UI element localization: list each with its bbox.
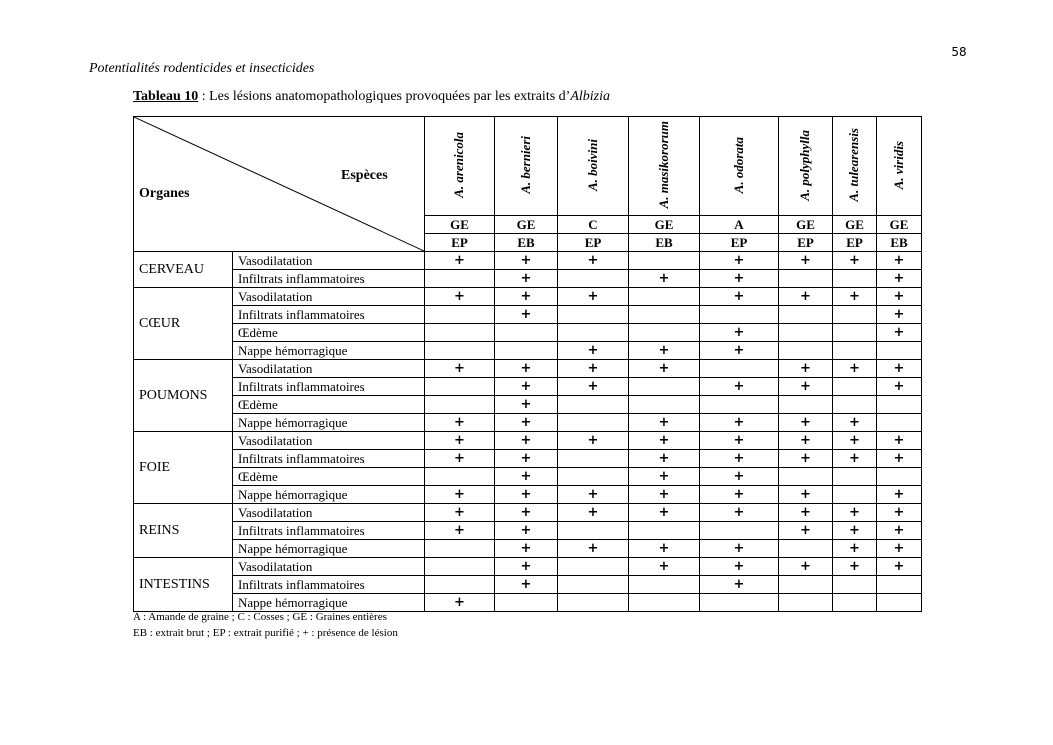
species-name: A. viridis [890, 140, 906, 190]
lesion-mark: + [779, 522, 833, 540]
lesion-mark: + [495, 396, 558, 414]
lesion-mark [700, 522, 779, 540]
species-header [833, 117, 877, 216]
part-code: GE [495, 216, 558, 234]
extract-code: EB [877, 234, 922, 252]
lesion-mark [425, 324, 495, 342]
lesion-name: Vasodilatation [233, 432, 425, 450]
species-header [629, 117, 700, 216]
lesion-mark: + [877, 360, 922, 378]
lesion-mark: + [558, 360, 629, 378]
lesion-mark: + [877, 270, 922, 288]
lesion-mark: + [495, 414, 558, 432]
lesion-mark: + [629, 342, 700, 360]
lesion-mark: + [833, 252, 877, 270]
lesion-mark [558, 396, 629, 414]
organ-name: REINS [134, 504, 233, 558]
lesion-mark: + [833, 360, 877, 378]
lesion-mark: + [700, 252, 779, 270]
lesion-mark: + [425, 432, 495, 450]
extract-code: EP [700, 234, 779, 252]
lesion-name: Vasodilatation [233, 360, 425, 378]
lesion-mark: + [495, 270, 558, 288]
lesion-mark: + [779, 414, 833, 432]
corner-diagonal [134, 117, 424, 251]
part-code: GE [833, 216, 877, 234]
species-header [700, 117, 779, 216]
lesion-mark: + [700, 324, 779, 342]
lesion-mark: + [495, 558, 558, 576]
table-row [134, 558, 922, 576]
species-header [877, 117, 922, 216]
lesion-mark: + [833, 414, 877, 432]
lesion-mark: + [779, 288, 833, 306]
lesion-mark: + [877, 522, 922, 540]
lesion-name: Nappe hémorragique [233, 414, 425, 432]
lesion-mark [425, 558, 495, 576]
lesion-mark: + [833, 450, 877, 468]
lesion-mark [495, 594, 558, 612]
lesion-mark: + [495, 378, 558, 396]
lesion-mark [877, 414, 922, 432]
lesion-mark [629, 576, 700, 594]
lesion-mark: + [629, 468, 700, 486]
organ-name: CŒUR [134, 288, 233, 360]
lesion-mark [425, 270, 495, 288]
lesion-mark: + [833, 558, 877, 576]
lesion-mark: + [700, 504, 779, 522]
lesion-name: Œdème [233, 468, 425, 486]
lesion-mark: + [495, 576, 558, 594]
species-header [495, 117, 558, 216]
lesion-mark [833, 342, 877, 360]
lesion-mark: + [558, 252, 629, 270]
table-row [134, 342, 922, 360]
table-row [134, 360, 922, 378]
lesion-mark: + [877, 288, 922, 306]
lesion-name: Vasodilatation [233, 504, 425, 522]
lesion-mark [833, 306, 877, 324]
lesion-mark [700, 360, 779, 378]
lesion-mark: + [833, 522, 877, 540]
lesion-mark: + [495, 306, 558, 324]
lesion-mark [425, 342, 495, 360]
lesion-mark: + [495, 252, 558, 270]
lesion-mark [558, 324, 629, 342]
lesion-mark [779, 306, 833, 324]
lesion-mark [629, 252, 700, 270]
lesion-mark [425, 396, 495, 414]
species-header [779, 117, 833, 216]
lesion-name: Vasodilatation [233, 288, 425, 306]
lesion-mark: + [779, 252, 833, 270]
lesion-mark: + [558, 486, 629, 504]
lesion-mark [700, 396, 779, 414]
footnote-line: EB : extrait brut ; EP : extrait purifié ; + : présence de lésion [133, 627, 398, 639]
lesion-mark [558, 576, 629, 594]
species-name: A. bernieri [517, 136, 533, 194]
lesion-mark [425, 378, 495, 396]
running-header: Potentialités rodenticides et insecticides [89, 61, 315, 76]
lesion-mark: + [425, 288, 495, 306]
lesion-mark: + [700, 576, 779, 594]
lesion-mark [833, 396, 877, 414]
lesion-mark [558, 450, 629, 468]
lesion-mark: + [700, 288, 779, 306]
species-name: A. arenicola [451, 132, 467, 198]
lesion-mark [779, 270, 833, 288]
lesion-mark [833, 576, 877, 594]
lesion-mark [779, 342, 833, 360]
lesion-mark: + [425, 594, 495, 612]
lesion-name: Infiltrats inflammatoires [233, 306, 425, 324]
lesion-mark [877, 576, 922, 594]
caption-label: Tableau 10 [133, 89, 199, 104]
lesion-mark [425, 468, 495, 486]
organ-name: INTESTINS [134, 558, 233, 612]
lesion-mark [833, 486, 877, 504]
species-name: A. polyphylla [797, 129, 813, 201]
lesion-mark: + [877, 378, 922, 396]
part-code: C [558, 216, 629, 234]
extract-code: EP [425, 234, 495, 252]
lesion-mark: + [558, 342, 629, 360]
part-code: A [700, 216, 779, 234]
lesion-mark [877, 396, 922, 414]
lesion-mark: + [700, 558, 779, 576]
lesion-mark: + [877, 252, 922, 270]
lesion-mark: + [833, 288, 877, 306]
lesion-mark [833, 468, 877, 486]
lesion-mark [877, 342, 922, 360]
lesion-mark: + [877, 504, 922, 522]
lesion-mark: + [779, 486, 833, 504]
lesion-mark [877, 594, 922, 612]
lesion-mark [558, 522, 629, 540]
lesion-mark [558, 414, 629, 432]
lesion-mark [779, 396, 833, 414]
species-name: A. boivini [584, 138, 600, 191]
extract-code: EP [779, 234, 833, 252]
lesion-mark: + [495, 540, 558, 558]
lesion-mark: + [495, 522, 558, 540]
lesion-name: Nappe hémorragique [233, 342, 425, 360]
caption-text: : Les lésions anatomopathologiques provoquées par les extraits d’ [198, 89, 571, 104]
lesion-mark: + [425, 414, 495, 432]
lesion-mark [558, 270, 629, 288]
lesion-name: Infiltrats inflammatoires [233, 576, 425, 594]
lesion-mark [877, 468, 922, 486]
table-row [134, 522, 922, 540]
lesion-mark: + [779, 504, 833, 522]
lesion-mark: + [700, 378, 779, 396]
lesion-name: Nappe hémorragique [233, 540, 425, 558]
lesion-name: Infiltrats inflammatoires [233, 522, 425, 540]
table-row [134, 270, 922, 288]
species-header [425, 117, 495, 216]
lesion-mark: + [877, 486, 922, 504]
lesion-name: Nappe hémorragique [233, 594, 425, 612]
header-corner-cell [134, 117, 425, 252]
table-row [134, 252, 922, 270]
lesion-mark [833, 270, 877, 288]
lesion-mark [779, 324, 833, 342]
lesion-name: Œdème [233, 396, 425, 414]
lesion-mark: + [495, 486, 558, 504]
table-row [134, 414, 922, 432]
table-row [134, 486, 922, 504]
lesion-mark [425, 540, 495, 558]
lesion-mark: + [558, 288, 629, 306]
lesion-mark: + [425, 360, 495, 378]
lesions-table [133, 116, 922, 612]
extract-code: EP [558, 234, 629, 252]
lesion-mark: + [700, 414, 779, 432]
lesion-mark: + [495, 450, 558, 468]
lesion-mark: + [700, 432, 779, 450]
table-footnotes [133, 609, 398, 641]
species-header [558, 117, 629, 216]
lesion-mark [833, 324, 877, 342]
caption-genus: Albizia [570, 89, 610, 104]
lesion-mark: + [629, 450, 700, 468]
lesion-mark [495, 324, 558, 342]
lesion-mark [558, 558, 629, 576]
lesion-mark [779, 576, 833, 594]
lesion-mark [629, 522, 700, 540]
extract-code: EP [833, 234, 877, 252]
table-row [134, 504, 922, 522]
lesion-mark [558, 306, 629, 324]
organ-header-label: Organes [139, 186, 190, 201]
footnote-line: A : Amande de graine ; C : Cosses ; GE : Graines entières [133, 611, 387, 623]
lesion-name: Infiltrats inflammatoires [233, 450, 425, 468]
lesion-mark: + [877, 540, 922, 558]
lesion-mark: + [629, 558, 700, 576]
lesion-mark: + [833, 432, 877, 450]
page-number: 58 [951, 45, 967, 59]
lesion-mark: + [877, 450, 922, 468]
lesion-mark [833, 378, 877, 396]
lesion-mark: + [629, 504, 700, 522]
lesion-mark: + [700, 342, 779, 360]
lesion-mark: + [779, 558, 833, 576]
lesion-mark [700, 594, 779, 612]
table-row [134, 378, 922, 396]
lesion-mark: + [629, 540, 700, 558]
lesion-mark [629, 378, 700, 396]
lesion-name: Infiltrats inflammatoires [233, 270, 425, 288]
extract-code: EB [495, 234, 558, 252]
table-row [134, 324, 922, 342]
table-row [134, 306, 922, 324]
lesion-mark: + [877, 432, 922, 450]
lesion-mark [629, 594, 700, 612]
lesion-mark [833, 594, 877, 612]
lesion-mark [700, 306, 779, 324]
lesion-mark: + [833, 504, 877, 522]
table-row [134, 576, 922, 594]
lesion-mark [629, 288, 700, 306]
table-row [134, 396, 922, 414]
lesion-mark [629, 306, 700, 324]
species-name: A. odorata [730, 136, 746, 194]
lesion-mark: + [629, 414, 700, 432]
lesion-mark: + [425, 252, 495, 270]
lesion-mark: + [779, 450, 833, 468]
lesion-mark: + [629, 432, 700, 450]
lesion-mark: + [558, 504, 629, 522]
lesion-mark: + [558, 432, 629, 450]
lesion-mark: + [495, 468, 558, 486]
part-code: GE [779, 216, 833, 234]
lesion-mark [425, 576, 495, 594]
lesion-mark: + [700, 468, 779, 486]
lesion-mark: + [495, 504, 558, 522]
lesion-mark: + [629, 486, 700, 504]
table-row [134, 540, 922, 558]
lesion-name: Nappe hémorragique [233, 486, 425, 504]
lesion-mark: + [495, 360, 558, 378]
lesion-mark: + [833, 540, 877, 558]
lesion-mark: + [495, 432, 558, 450]
lesion-mark: + [779, 360, 833, 378]
lesion-mark: + [877, 324, 922, 342]
extract-code: EB [629, 234, 700, 252]
lesion-mark: + [558, 540, 629, 558]
lesion-mark: + [779, 378, 833, 396]
table-caption [133, 89, 610, 105]
species-header-label: Espèces [341, 168, 388, 183]
lesion-mark [425, 306, 495, 324]
lesion-mark [495, 342, 558, 360]
part-code: GE [629, 216, 700, 234]
lesion-mark [779, 594, 833, 612]
lesion-mark: + [495, 288, 558, 306]
species-name: A. tulearensis [846, 128, 862, 202]
table-row [134, 450, 922, 468]
organ-name: CERVEAU [134, 252, 233, 288]
table-row [134, 468, 922, 486]
lesion-mark [558, 594, 629, 612]
lesion-mark: + [700, 486, 779, 504]
lesion-name: Infiltrats inflammatoires [233, 378, 425, 396]
table-row [134, 288, 922, 306]
lesion-mark [629, 396, 700, 414]
lesion-mark: + [700, 450, 779, 468]
lesion-mark: + [629, 270, 700, 288]
lesion-mark: + [700, 540, 779, 558]
lesion-name: Vasodilatation [233, 252, 425, 270]
part-code: GE [877, 216, 922, 234]
lesion-mark: + [779, 432, 833, 450]
part-code: GE [425, 216, 495, 234]
lesion-mark: + [629, 360, 700, 378]
organ-name: FOIE [134, 432, 233, 504]
lesion-mark: + [425, 504, 495, 522]
lesion-mark: + [877, 306, 922, 324]
lesion-mark: + [877, 558, 922, 576]
lesion-mark: + [425, 522, 495, 540]
lesion-mark [629, 324, 700, 342]
lesion-mark: + [425, 450, 495, 468]
species-name: A. masikororum [655, 121, 671, 209]
lesion-name: Vasodilatation [233, 558, 425, 576]
lesion-mark: + [700, 270, 779, 288]
lesion-mark [558, 468, 629, 486]
lesion-mark: + [425, 486, 495, 504]
table-row [134, 432, 922, 450]
lesion-mark [779, 468, 833, 486]
organ-name: POUMONS [134, 360, 233, 432]
lesion-mark: + [558, 378, 629, 396]
lesion-mark [779, 540, 833, 558]
lesion-name: Œdème [233, 324, 425, 342]
